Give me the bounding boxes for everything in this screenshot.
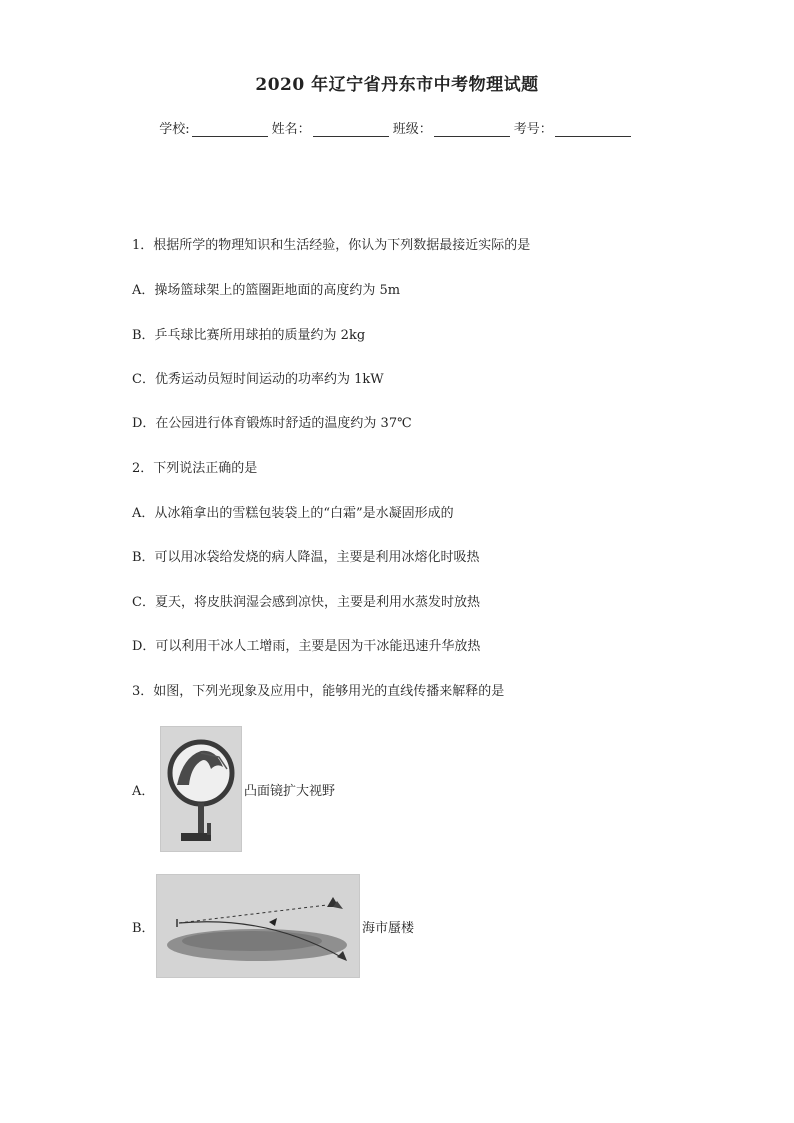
mirage-illustration <box>157 875 359 977</box>
student-info-line <box>0 118 794 137</box>
exam-no-label: 考号： <box>513 122 553 137</box>
question-1-option-d: D．在公园进行体育锻炼时舒适的温度约为 37℃ <box>132 416 412 431</box>
name-label: 姓名： <box>271 122 311 137</box>
name-blank[interactable] <box>313 122 389 137</box>
question-2-option-d: D．可以利用干冰人工增雨，主要是因为干冰能迅速升华放热 <box>132 639 481 654</box>
option-b-caption: 海市蜃楼 <box>362 920 415 936</box>
exam-no-field[interactable] <box>514 118 635 137</box>
question-2-stem: 2．下列说法正确的是 <box>132 461 258 476</box>
name-field[interactable] <box>272 118 393 137</box>
question-3-stem: 3．如图，下列光现象及应用中，能够用光的直线传播来解释的是 <box>132 684 505 699</box>
question-3-option-a <box>132 726 335 852</box>
class-field[interactable] <box>393 118 514 137</box>
question-1-option-a: A．操场篮球架上的篮圈距地面的高度约为 5m <box>132 283 401 298</box>
convex-mirror-image <box>160 726 242 852</box>
school-blank[interactable] <box>192 122 268 137</box>
school-label: 学校: <box>159 122 190 137</box>
class-blank[interactable] <box>434 122 510 137</box>
question-2-option-b: B．可以用冰袋给发烧的病人降温，主要是利用冰熔化时吸热 <box>132 550 480 565</box>
class-label: 班级： <box>392 122 432 137</box>
mirage-image <box>156 874 360 978</box>
question-1-option-b: B．乒乓球比赛所用球拍的质量约为 2kg <box>132 328 366 343</box>
option-b-letter: B． <box>132 920 155 936</box>
question-2-option-a: A．从冰箱拿出的雪糕包装袋上的“白霜”是水凝固形成的 <box>132 506 454 521</box>
option-a-letter: A． <box>132 783 155 799</box>
school-field[interactable] <box>159 118 271 137</box>
page-title: 2020 年辽宁省丹东市中考物理试题 <box>255 75 539 95</box>
question-2-option-c: C．夏天，将皮肤润湿会感到凉快，主要是利用水蒸发时放热 <box>132 595 480 610</box>
exam-no-blank[interactable] <box>555 122 631 137</box>
convex-mirror-illustration <box>161 727 241 851</box>
question-3-option-b <box>132 874 414 978</box>
option-a-caption: 凸面镜扩大视野 <box>244 783 336 799</box>
question-1-option-c: C．优秀运动员短时间运动的功率约为 1kW <box>132 372 384 387</box>
question-1-stem: 1．根据所学的物理知识和生活经验，你认为下列数据最接近实际的是 <box>132 238 531 253</box>
